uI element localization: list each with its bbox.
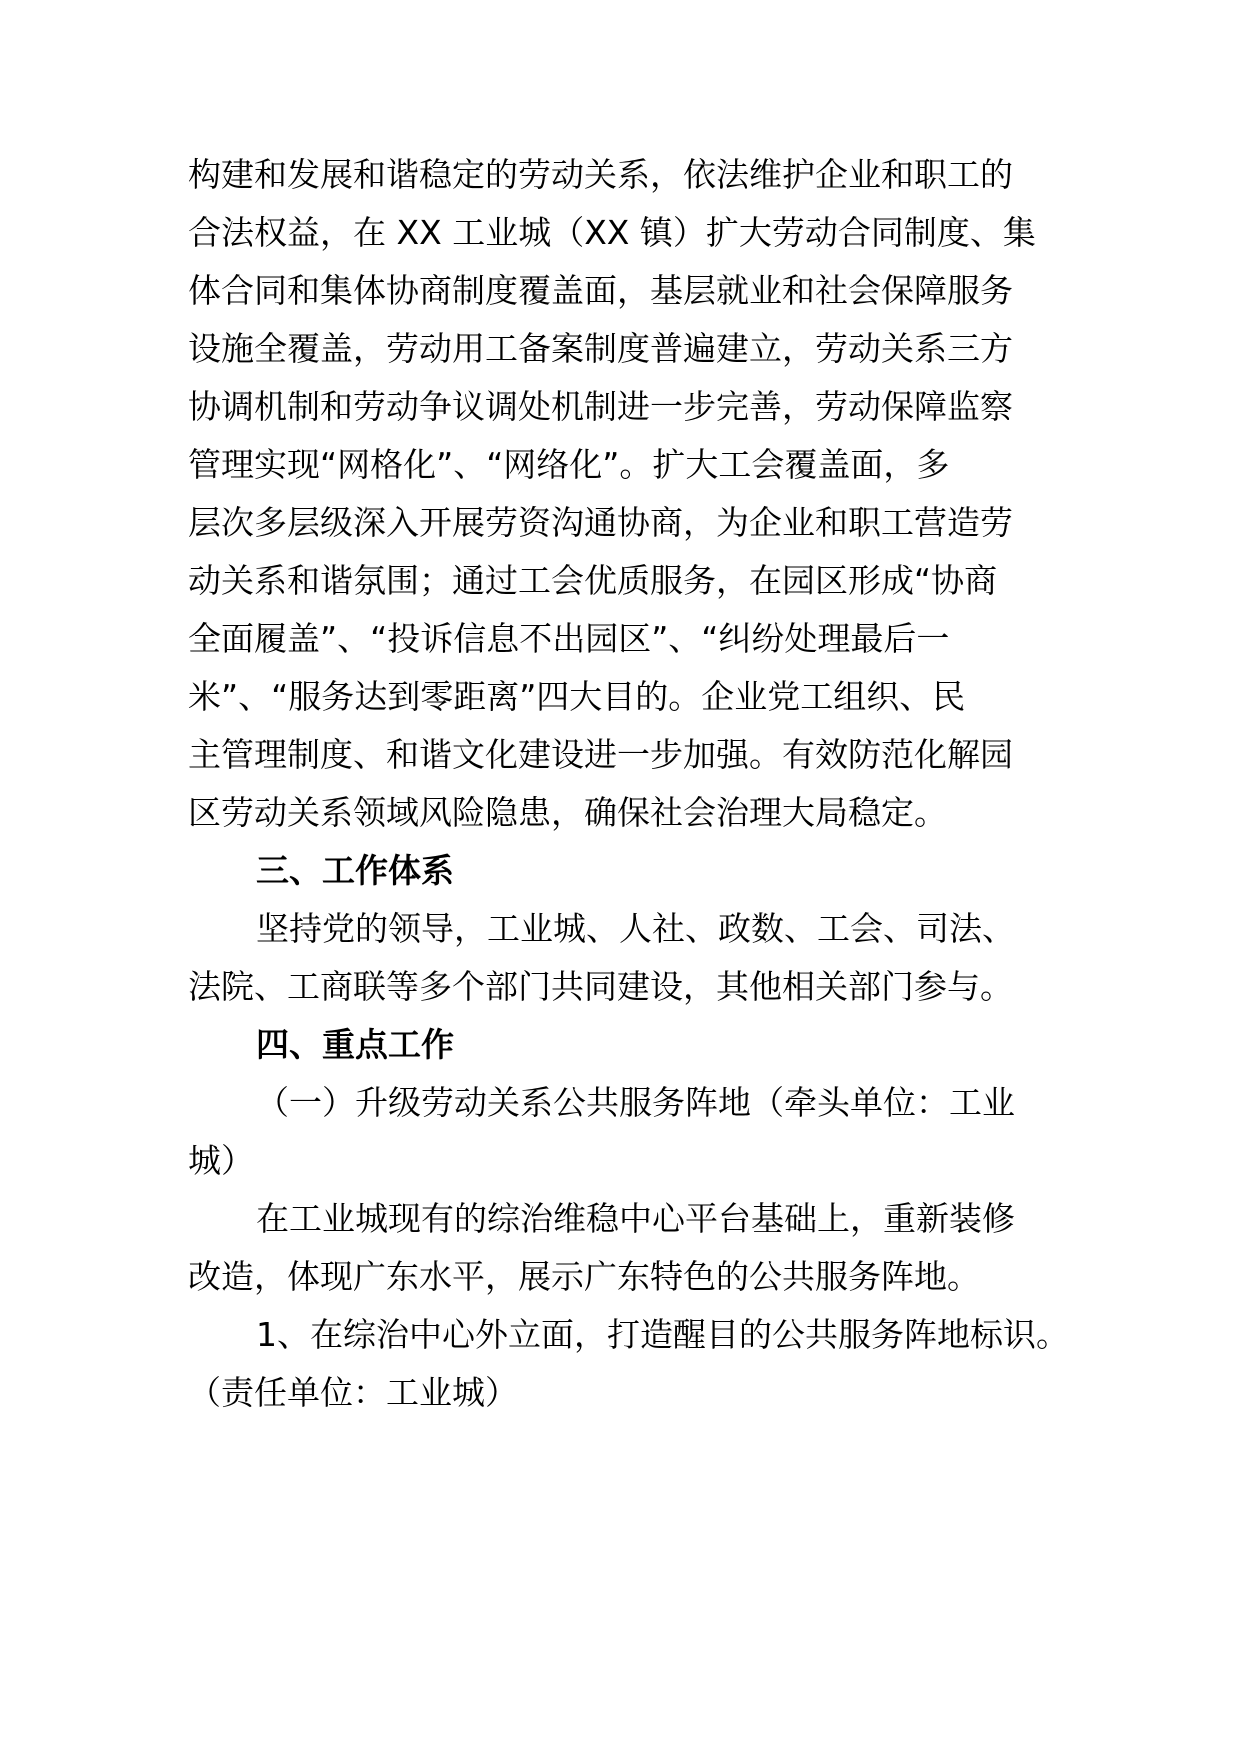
paragraph-line: 设施全覆盖，劳动用工备案制度普遍建立，劳动关系三方 xyxy=(188,329,1013,368)
section-heading-key-work: 四、重点工作 xyxy=(256,1025,454,1064)
paragraph-line: 改造，体现广东水平，展示广东特色的公共服务阵地。 xyxy=(188,1257,980,1296)
subheading-line: （一）升级劳动关系公共服务阵地（牵头单位：工业 xyxy=(256,1083,1015,1122)
paragraph-line: 构建和发展和谐稳定的劳动关系，依法维护企业和职工的 xyxy=(188,155,1013,194)
list-item-line: 1、在综治中心外立面，打造醒目的公共服务阵地标识。 xyxy=(256,1315,1069,1354)
paragraph-line: 体合同和集体协商制度覆盖面，基层就业和社会保障服务 xyxy=(188,271,1013,310)
paragraph-line: 合法权益，在 XX 工业城（XX 镇）扩大劳动合同制度、集 xyxy=(188,213,1036,252)
subheading-line: 城） xyxy=(188,1141,254,1180)
paragraph-line: 管理实现“网格化”、“网络化”。扩大工会覆盖面，多 xyxy=(188,445,950,484)
paragraph-line: 坚持党的领导，工业城、人社、政数、工会、司法、 xyxy=(256,909,1015,948)
paragraph-line: 协调机制和劳动争议调处机制进一步完善，劳动保障监察 xyxy=(188,387,1013,426)
paragraph-line: 米”、“服务达到零距离”四大目的。企业党工组织、民 xyxy=(188,677,966,716)
section-heading-work-system: 三、工作体系 xyxy=(256,851,454,890)
paragraph-line: 主管理制度、和谐文化建设进一步加强。有效防范化解园 xyxy=(188,735,1013,774)
paragraph-line: 动关系和谐氛围；通过工会优质服务，在园区形成“协商 xyxy=(188,561,998,600)
paragraph-line: 全面履盖”、“投诉信息不出园区”、“纠纷处理最后一 xyxy=(188,619,950,658)
paragraph-line: 区劳动关系领域风险隐患，确保社会治理大局稳定。 xyxy=(188,793,947,832)
list-item-line: （责任单位：工业城） xyxy=(188,1373,518,1412)
paragraph-line: 层次多层级深入开展劳资沟通协商，为企业和职工营造劳 xyxy=(188,503,1013,542)
paragraph-line: 在工业城现有的综治维稳中心平台基础上，重新装修 xyxy=(256,1199,1015,1238)
paragraph-line: 法院、工商联等多个部门共同建设，其他相关部门参与。 xyxy=(188,967,1013,1006)
